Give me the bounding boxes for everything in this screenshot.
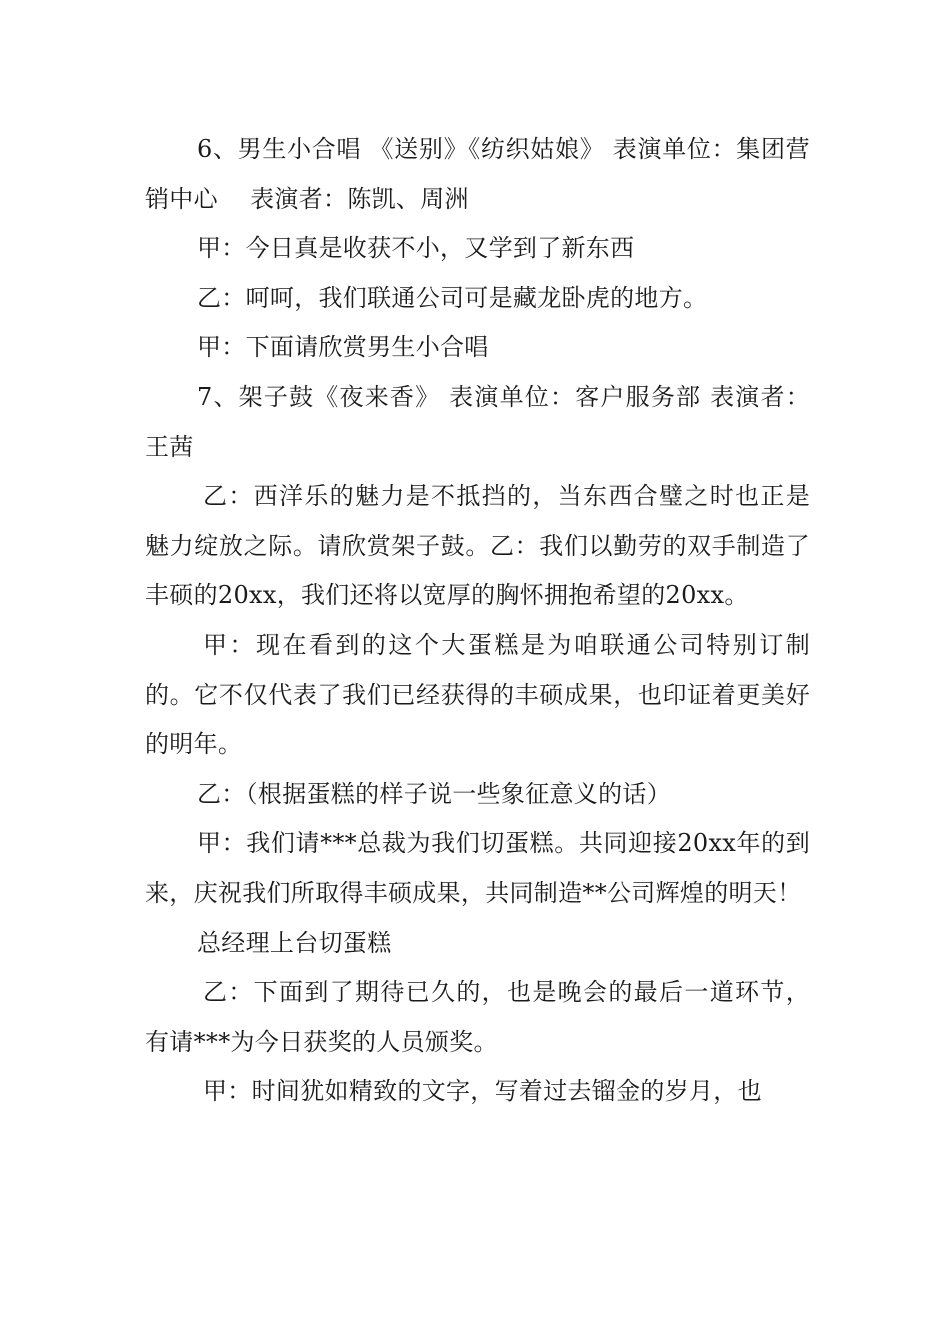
paragraph-dialogue: 甲：现在看到的这个大蛋糕是为咱联通公司特别订制的。它不仅代表了我们已经获得的丰硕成果，也印证着更美好的明年。 [145, 630, 810, 759]
paragraph-dialogue: 乙：下面到了期待已久的，也是晚会的最后一道环节，有请***为今日获奖的人员颁奖。 [145, 978, 810, 1056]
paragraph-dialogue: 甲：下面请欣赏男生小合唱 [197, 333, 489, 362]
document-body [145, 125, 810, 1117]
paragraph-dialogue: 甲：今日真是收获不小，又学到了新东西 [197, 234, 635, 263]
paragraph-stage-direction: 总经理上台切蛋糕 [197, 928, 392, 957]
paragraph-performance-7: 7、架子鼓《夜来香》 表演单位：客户服务部 表演者：王茜 [145, 382, 810, 461]
paragraph-dialogue: 乙：（根据蛋糕的样子说一些象征意义的话） [197, 779, 671, 808]
paragraph-dialogue: 甲：我们请***总裁为我们切蛋糕。共同迎接20xx年的到来，庆祝我们所取得丰硕成果，共同制造**公司辉煌的明天！ [145, 829, 810, 907]
paragraph-dialogue: 甲：时间犹如精致的文字，写着过去镏金的岁月，也 [203, 1077, 762, 1106]
paragraph-dialogue: 乙：呵呵，我们联通公司可是藏龙卧虎的地方。 [197, 283, 708, 312]
paragraph-performance-6: 6、男生小合唱 《送别》《纺织姑娘》 表演单位：集团营销中心 表演者：陈凯、周洲 [145, 135, 810, 213]
paragraph-dialogue: 乙：西洋乐的魅力是不抵挡的，当东西合璧之时也正是魅力绽放之际。请欣赏架子鼓。乙：我们以勤劳的双手制造了丰硕的20xx，我们还将以宽厚的胸怀拥抱希望的20xx。 [145, 482, 810, 610]
